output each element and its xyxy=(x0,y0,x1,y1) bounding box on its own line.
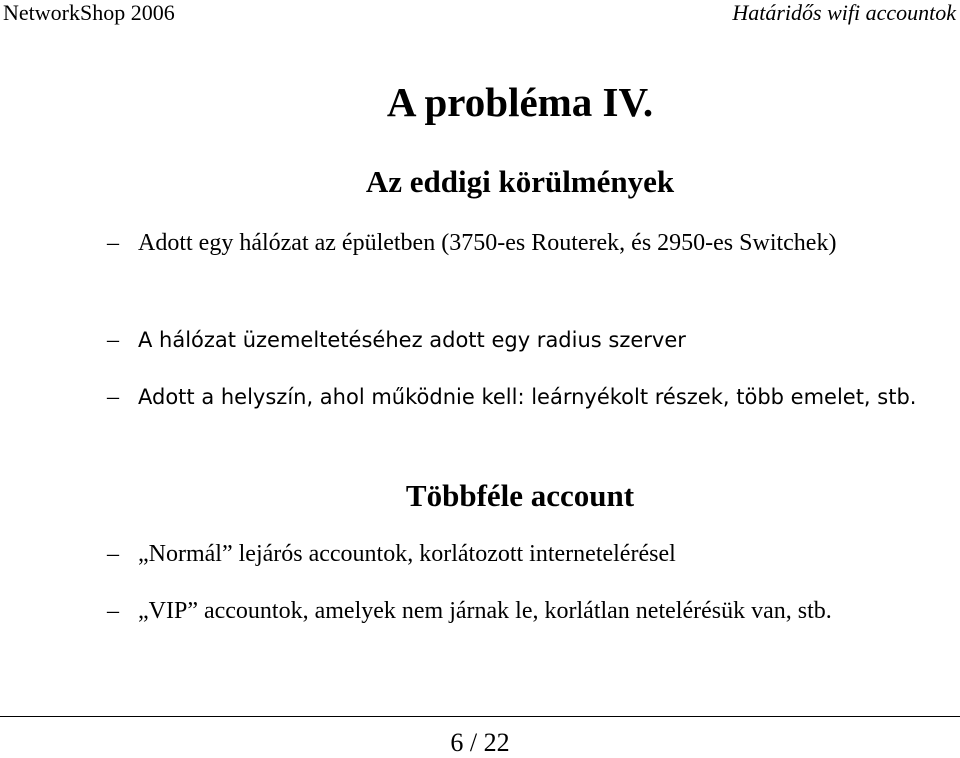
list-item-text: Adott a helyszín, ahol működnie kell: leárnyékolt részek, több emelet, stb. xyxy=(138,385,917,409)
section-heading: Az eddigi körülmények xyxy=(365,164,675,199)
page-number: 6 / 22 xyxy=(450,728,510,757)
header-talk-title: Határidős wifi accountok xyxy=(732,0,956,25)
list-item-text: A hálózat üzemeltetéséhez adott egy radius szerver xyxy=(138,328,686,352)
bullet-dash: – xyxy=(107,327,119,353)
bullet-dash: – xyxy=(107,230,119,256)
bullet-dash: – xyxy=(107,541,119,567)
list-item-text: „Normál” lejárós accountok, korlátozott internetelérésel xyxy=(138,541,676,567)
list-item-text: Adott egy hálózat az épületben (3750-es Routerek, és 2950-es Switchek) xyxy=(138,230,837,256)
bullet-dash: – xyxy=(107,598,119,624)
bullet-dash: – xyxy=(107,384,119,410)
section-heading: Többféle account xyxy=(405,478,635,513)
list-item-text: „VIP” accountok, amelyek nem járnak le, korlátlan netelérésük van, stb. xyxy=(138,598,832,624)
slide-title: A probléma IV. xyxy=(386,79,654,125)
header-event-name: NetworkShop 2006 xyxy=(3,0,175,25)
footer-divider xyxy=(0,716,960,717)
